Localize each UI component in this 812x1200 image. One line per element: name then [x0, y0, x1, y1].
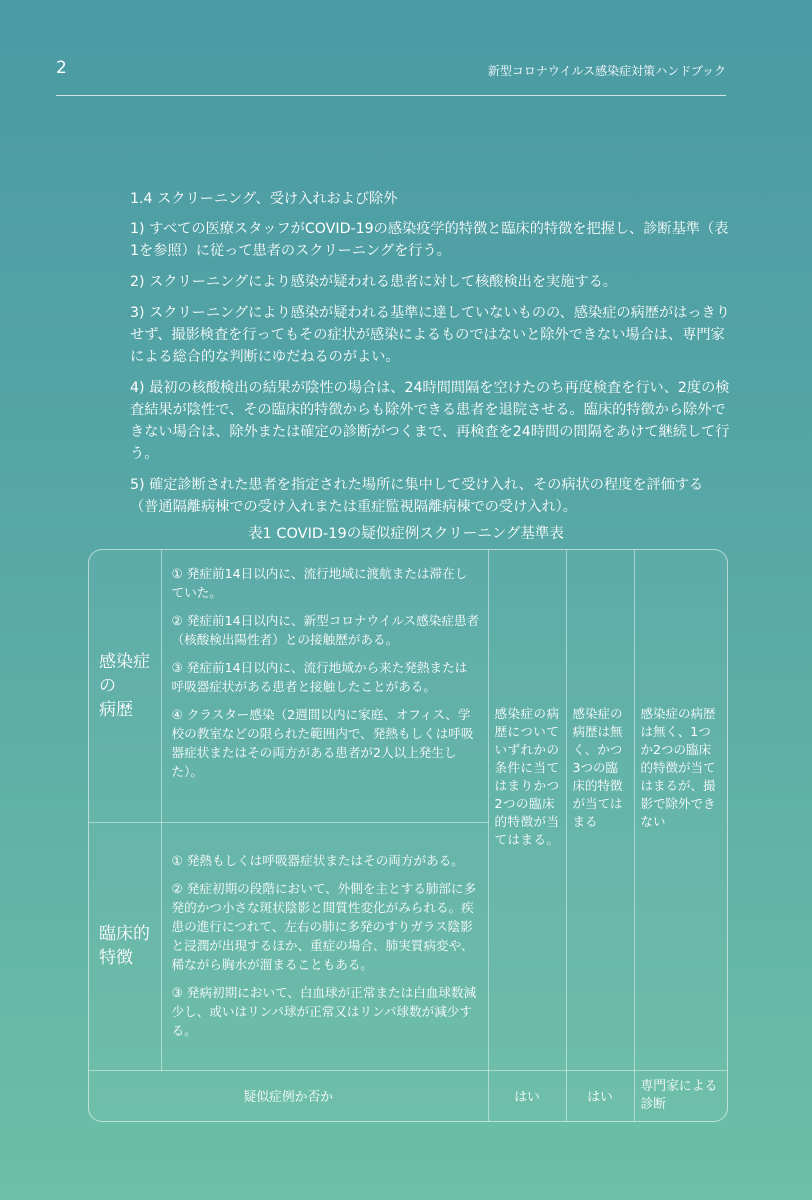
paragraph-5: 5) 確定診断された患者を指定された場所に集中して受け入れ、その病状の程度を評価する（普通隔離病棟での受け入れまたは重症監視隔離病棟での受け入れ）。 [130, 477, 704, 515]
row-header-clinical [89, 822, 161, 1070]
row-header-line: 臨床的 [99, 924, 150, 944]
section-body [130, 188, 730, 527]
paragraph-2: 2) スクリーニングにより感染が疑われる患者に対して核酸検出を実施する。 [130, 274, 617, 290]
result-column-3: 感染症の病歴は無く、1つか2つの臨床的特徴が当てはまるが、撮影で除外できない [634, 550, 727, 1070]
row-header-line: 病歴 [99, 699, 133, 720]
answer-3: 専門家による診断 [634, 1070, 727, 1121]
table-caption: 表1 COVID-19の疑似症例スクリーニング基準表 [248, 526, 564, 542]
suspected-case-label: 疑似症例か否か [89, 1070, 488, 1121]
answer-2: はい [566, 1070, 634, 1121]
criteria-clinical [161, 822, 488, 1070]
header-divider [56, 95, 726, 96]
criterion-item: ③ 発症前14日以内に、流行地域から来た発熱または呼吸器症状がある患者と接触したことがある。 [171, 660, 468, 694]
page-number: 2 [56, 58, 67, 78]
paragraph-4: 4) 最初の核酸検出の結果が陰性の場合は、24時間間隔を空けたのち再度検査を行い、2度の検査結果が陰性で、その臨床的特徴からも除外できる患者を退院させる。臨床的特徴から除外できない場合は、除外または確定の診断がつくまで、再検査を24時間の間隔をあけて継続して行う。 [130, 380, 730, 462]
criterion-item: ② 発症初期の段階において、外側を主とする肺部に多発的かつ小さな斑状陰影と間質性変化がみられる。疾患の進行につれて、左右の肺に多発のすりガラス陰影と浸潤が出現するほか、重症の場合、肺実質病変や、稀ながら胸水が溜まることもある。 [171, 880, 477, 972]
criterion-item: ① 発熱もしくは呼吸器症状またはその両方がある。 [171, 852, 464, 868]
criterion-item: ③ 発病初期において、白血球が正常または白血球数減少し、或いはリンパ球が正常又はリンパ球数が減少する。 [171, 984, 477, 1038]
row-header-history [89, 550, 161, 822]
result-column-2: 感染症の病歴は無く、かつ3つの臨床的特徴が当てはまる [566, 550, 634, 1070]
criterion-item: ② 発症前14日以内に、新型コロナウイルス感染症患者（核酸検出陽性者）との接触歴がある。 [171, 613, 480, 647]
row-header-line: 感染症 [99, 651, 150, 672]
section-title: 1.4 スクリーニング、受け入れおよび除外 [130, 191, 398, 207]
criterion-item: ① 発症前14日以内に、流行地域に渡航または滞在していた。 [171, 566, 468, 600]
criteria-history [161, 550, 488, 822]
running-title: 新型コロナウイルス感染症対策ハンドブック [487, 64, 726, 78]
row-header-line: の [99, 675, 116, 696]
paragraph-1: 1) すべての医療スタッフがCOVID-19の感染疫学的特徴と臨床的特徴を把握し、診断基準（表1を参照）に従って患者のスクリーニングを行う。 [130, 221, 729, 259]
screening-table [88, 549, 728, 1122]
answer-1: はい [488, 1070, 566, 1121]
row-header-line: 特徴 [99, 948, 133, 968]
result-column-1: 感染症の病歴についていずれかの条件に当てはまりかつ2つの臨床的特徴が当てはまる。 [488, 550, 566, 1070]
criterion-item: ④ クラスター感染（2週間以内に家庭、オフィス、学校の教室などの限られた範囲内で、発熱もしくは呼吸器症状またはその両方がある患者が2人以上発生した）。 [171, 707, 474, 779]
paragraph-3: 3) スクリーニングにより感染が疑われる基準に達していないものの、感染症の病歴がはっきりせず、撮影検査を行ってもその症状が感染によるものではないと除外できない場合は、専門家による総合的な判断にゆだねるのがよい。 [130, 305, 730, 365]
